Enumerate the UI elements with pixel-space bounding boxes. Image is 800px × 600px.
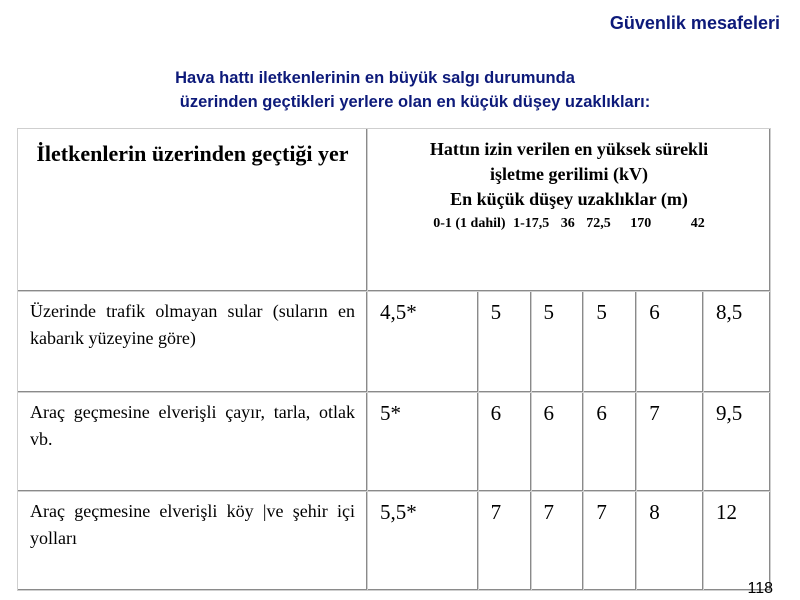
column-header-voltage (367, 129, 770, 292)
slide-title: Güvenlik mesafeleri (609, 13, 780, 33)
slide-subtitle (0, 66, 800, 114)
cell-value: 7 (637, 393, 704, 492)
cell-value: 5,5* (367, 492, 478, 591)
cell-value: 5 (531, 292, 584, 393)
row-location-label: Araç geçmesine elverişli çayır, tarla, otlak vb. (18, 393, 368, 492)
column-header-location-text: İletkenlerin üzerinden geçtiği yer (36, 141, 349, 166)
cell-value: 6 (637, 292, 704, 393)
voltage-header-line-1: Hattın izin verilen en yüksek sürekli (429, 139, 709, 159)
cell-value: 6 (584, 393, 637, 492)
voltage-range: 36 (560, 216, 575, 231)
cell-value: 6 (478, 393, 531, 492)
voltage-ranges (368, 212, 770, 236)
voltage-header-line-3: En küçük düşey uzaklıklar (m) (450, 189, 688, 209)
voltage-range: 1-17,5 (513, 216, 550, 231)
subtitle-line-2: üzerinden geçtikleri yerlere olan en küçük düşey uzaklıkları: (179, 93, 651, 111)
cell-value: 7 (478, 492, 531, 591)
cell-value: 7 (584, 492, 637, 591)
cell-value: 5 (584, 292, 637, 393)
clearance-table (17, 128, 771, 591)
table-row (18, 393, 771, 492)
column-header-location (18, 129, 368, 292)
cell-value: 8,5 (704, 292, 771, 393)
cell-value: 9,5 (704, 393, 771, 492)
cell-value: 7 (531, 492, 584, 591)
cell-value: 5 (478, 292, 531, 393)
row-location-label: Araç geçmesine elverişli köy |ve şehir içi yolları (18, 492, 368, 591)
row-location-label: Üzerinde trafik olmayan sular (suların en kabarık yüzeyine göre) (18, 292, 368, 393)
page-number: 118 (747, 580, 773, 597)
voltage-range: 0-1 (1 dahil) (433, 216, 506, 231)
cell-value: 12 (704, 492, 771, 591)
voltage-range: 72,5 (586, 216, 611, 231)
table-row (18, 292, 771, 393)
voltage-range: 42 (690, 216, 705, 231)
cell-value: 4,5* (367, 292, 478, 393)
cell-value: 8 (637, 492, 704, 591)
table-row (18, 492, 771, 591)
cell-value: 5* (367, 393, 478, 492)
voltage-header-line-2: işletme gerilimi (kV) (490, 164, 648, 184)
cell-value: 6 (531, 393, 584, 492)
subtitle-line-1: Hava hattı iletkenlerinin en büyük salgı durumunda (175, 69, 575, 87)
voltage-range: 170 (630, 216, 652, 231)
